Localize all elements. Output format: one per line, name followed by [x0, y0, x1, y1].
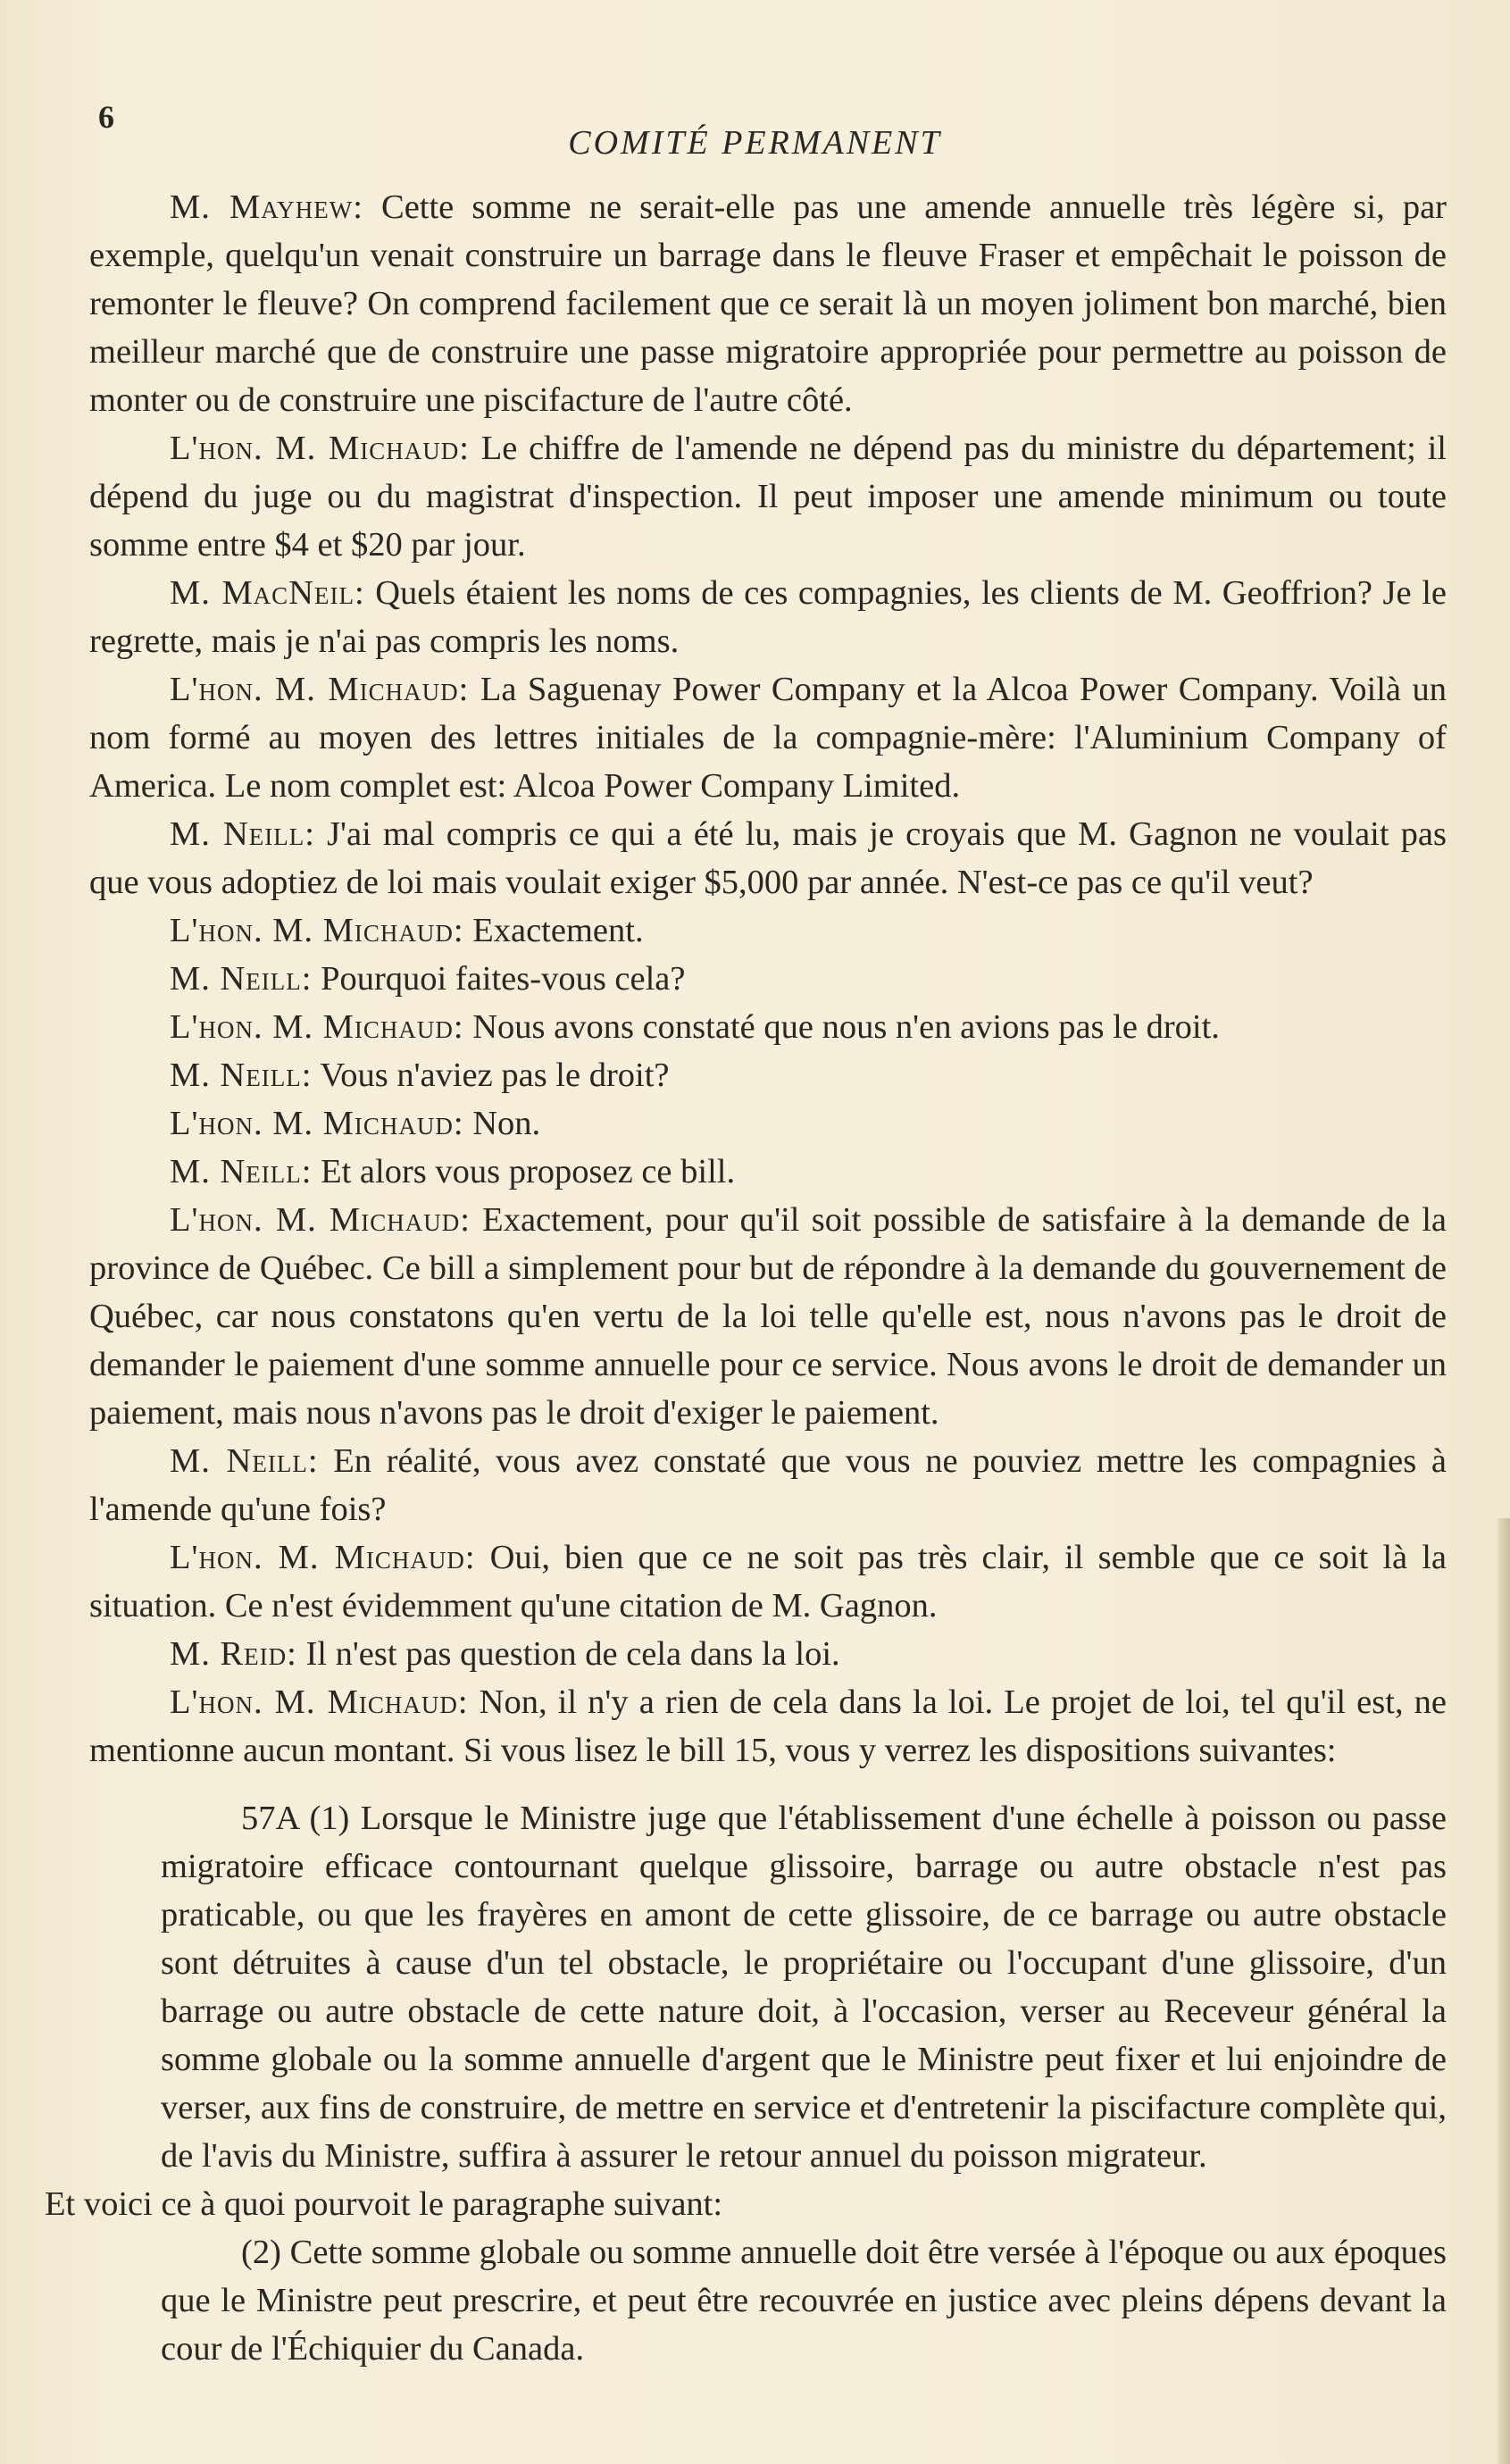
dialogue-paragraph	[89, 1051, 1447, 1099]
speech-text: J'ai mal compris ce qui a été lu, mais je croyais que M. Gagnon ne voulait pas que vous adoptiez de loi mais voulait exiger $5,000 par année. N'est-ce pas ce qu'il veut?	[89, 815, 1447, 901]
speech-text: Vous n'aviez pas le droit?	[312, 1057, 670, 1094]
speech-text: Le chiffre de l'amende ne dépend pas du ministre du département; il dépend du juge ou du magistrat d'inspection. Il peut imposer une amende minimum ou toute somme entre $4 et $20 par jour.	[89, 430, 1447, 564]
speaker-name: L'hon. M. Michaud:	[170, 1201, 471, 1239]
speech-text: Il n'est pas question de cela dans la loi.	[296, 1635, 840, 1673]
speaker-name: M. Neill:	[170, 1442, 319, 1480]
speaker-name: L'hon. M. Michaud:	[170, 1105, 464, 1142]
speech-text: Non, il n'y a rien de cela dans la loi. Le projet de loi, tel qu'il est, ne mentionne aucun montant. Si vous lisez le bill 15, vous y verrez les dispositions suivantes:	[89, 1683, 1447, 1769]
speech-text: La Saguenay Power Company et la Alcoa Power Company. Voilà un nom formé au moyen des lettres initiales de la compagnie-mère: l'Aluminium Company of America. Le nom complet est: Alcoa Power Company Limited.	[89, 671, 1447, 805]
speech-text: Nous avons constaté que nous n'en avions pas le droit.	[463, 1008, 1220, 1046]
speech-text: Et alors vous proposez ce bill.	[312, 1153, 736, 1190]
speech-text: Non.	[463, 1105, 541, 1142]
speaker-name: M. Neill:	[170, 960, 313, 998]
page-number: 6	[98, 99, 114, 135]
speaker-name: M. MacNeil:	[170, 574, 365, 612]
speaker-name: L'hon. M. Michaud:	[170, 1008, 464, 1046]
body-text	[45, 183, 1447, 2373]
speaker-name: L'hon. M. Michaud:	[170, 912, 464, 949]
speaker-name: M. Neill:	[170, 1153, 313, 1190]
speaker-name: M. Reid:	[170, 1635, 297, 1673]
speaker-name: M. Neill:	[170, 815, 315, 853]
running-head: COMITÉ PERMANENT	[568, 124, 942, 162]
speaker-name: L'hon. M. Michaud:	[170, 1683, 469, 1721]
dialogue-paragraph	[89, 183, 1447, 424]
speech-text: En réalité, vous avez constaté que vous ne pouviez mettre les compagnies à l'amende qu'une fois?	[89, 1442, 1447, 1528]
dialogue-paragraph	[89, 424, 1447, 569]
dialogue-paragraph	[89, 1437, 1447, 1533]
dialogue-paragraph	[89, 1148, 1447, 1196]
connector-sentence: Et voici ce à quoi pourvoit le paragraphe suivant:	[45, 2185, 723, 2223]
speech-text: Oui, bien que ce ne soit pas très clair, il semble que ce soit là la situation. Ce n'est évidemment qu'une citation de M. Gagnon.	[89, 1539, 1447, 1625]
speech-text: Exactement, pour qu'il soit possible de satisfaire à la demande de la province de Québec. Ce bill a simplement pour but de répondre à la demande du gouvernement de Québec, car nous constatons qu'en vertu de la loi telle qu'elle est, nous n'avons pas le droit de demander le paiement d'une somme annuelle pour ce service. Nous avons le droit de demander un paiement, mais nous n'avons pas le droit d'exiger le paiement.	[89, 1201, 1447, 1432]
dialogue-paragraph	[89, 1630, 1447, 1678]
dialogue	[89, 183, 1447, 1775]
dialogue-paragraph	[89, 1533, 1447, 1630]
quoted-provision-2: (2) Cette somme globale ou somme annuelle doit être versée à l'époque ou aux époques que le Ministre peut prescrire, et peut être recouvrée en justice avec pleins dépens devant la cour de l'Échiquier du Canada.	[161, 2234, 1447, 2368]
speech-text: Exactement.	[463, 912, 644, 949]
speaker-name: L'hon. M. Michaud:	[170, 1539, 476, 1576]
speech-text: Cette somme ne serait-elle pas une amende annuelle très légère si, par exemple, quelqu'un venait construire un barrage dans le fleuve Fraser et empêchait le poisson de remonter le fleuve? On comprend facilement que ce serait là un moyen joliment bon marché, bien meilleur marché que de construire une passe migratoire appropriée pour permettre au poisson de monter ou de construire une piscifacture de l'autre côté.	[89, 188, 1447, 419]
dialogue-paragraph	[89, 569, 1447, 665]
speaker-name: L'hon. M. Michaud:	[170, 671, 470, 708]
speaker-name: L'hon. M. Michaud:	[170, 430, 470, 467]
dialogue-paragraph	[89, 1678, 1447, 1775]
dialogue-paragraph	[89, 665, 1447, 810]
speaker-name: M. Mayhew:	[170, 188, 363, 226]
quoted-provision-1: 57A (1) Lorsque le Ministre juge que l'établissement d'une échelle à poisson ou passe migratoire efficace contournant quelque glissoire, barrage ou autre obstacle n'est pas praticable, ou que les frayères en amont de cette glissoire, de ce barrage ou autre obstacle sont détruites à cause d'un tel obstacle, le propriétaire ou l'occupant d'une glissoire, d'un barrage ou autre obstacle de cette nature doit, à l'occasion, verser au Receveur général la somme globale ou la somme annuelle d'argent que le Ministre peut fixer et lui enjoindre de verser, aux fins de construire, de mettre en service et d'entretenir la piscifacture complète qui, de l'avis du Ministre, suffira à assurer le retour annuel du poisson migrateur.	[161, 1800, 1447, 2175]
speech-text: Quels étaient les noms de ces compagnies, les clients de M. Geoffrion? Je le regrette, mais je n'ai pas compris les noms.	[89, 574, 1447, 660]
dialogue-paragraph	[89, 955, 1447, 1003]
dialogue-paragraph	[89, 1196, 1447, 1437]
page-edge	[1497, 1518, 1510, 2464]
dialogue-paragraph	[89, 1099, 1447, 1148]
dialogue-paragraph	[89, 906, 1447, 955]
speaker-name: M. Neill:	[170, 1057, 313, 1094]
speech-text: Pourquoi faites-vous cela?	[312, 960, 686, 998]
dialogue-paragraph	[89, 810, 1447, 906]
dialogue-paragraph	[89, 1003, 1447, 1051]
